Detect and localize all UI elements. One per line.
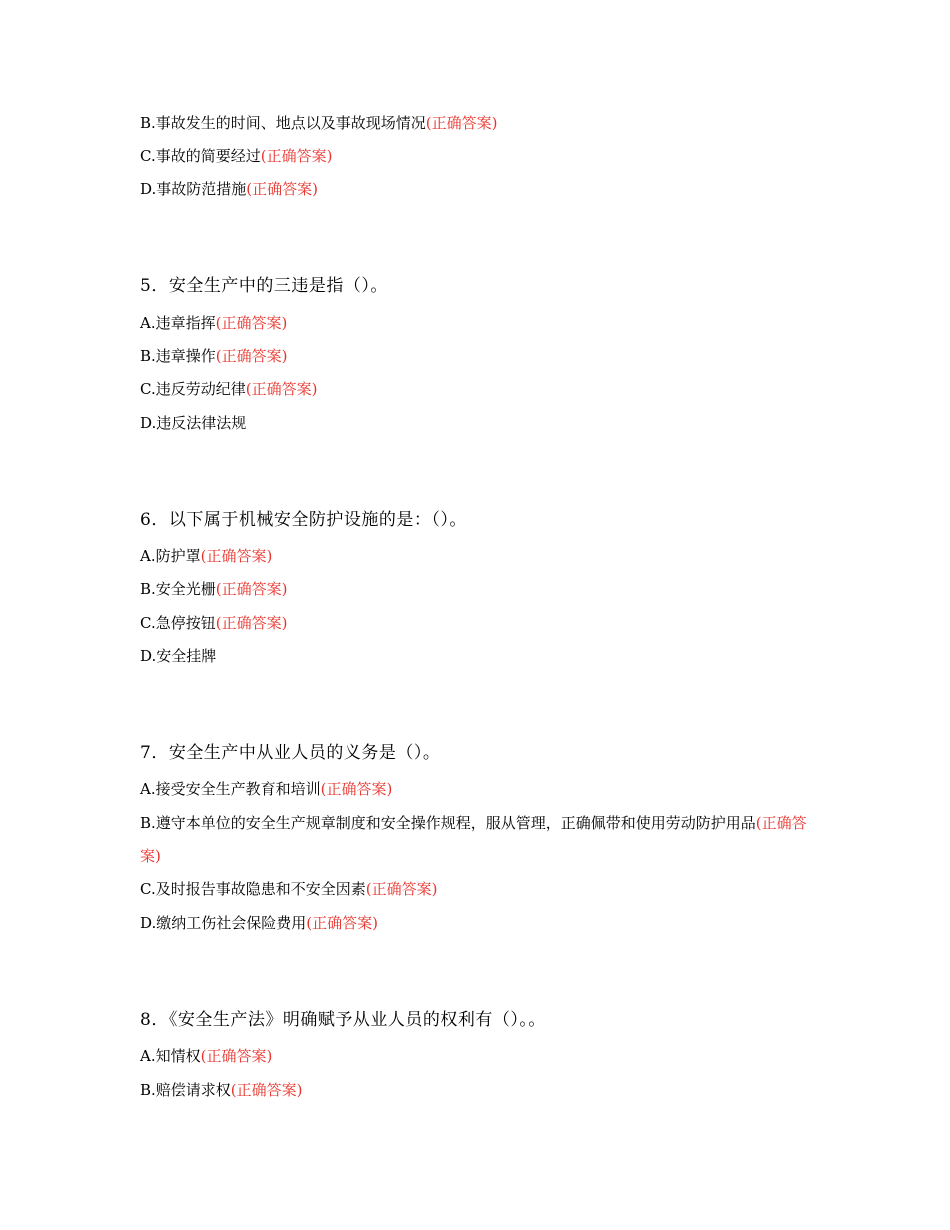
correct-answer-tag: (正确答案): [200, 547, 273, 565]
correct-answer-tag: (正确答案): [260, 147, 333, 165]
option-q6-c: [140, 613, 287, 633]
option-q5-a: [140, 313, 287, 333]
option-q4-c: [140, 146, 332, 166]
option-text: C.违反劳动纪律: [140, 380, 246, 398]
question-6: 6．以下属于机械安全防护设施的是：（）。: [140, 510, 467, 530]
correct-answer-tag: (正确答案): [215, 347, 288, 365]
option-text: A.接受安全生产教育和培训: [140, 780, 321, 798]
option-q4-d: [140, 179, 318, 199]
correct-answer-tag: (正确答案): [365, 880, 438, 898]
option-q5-d: [140, 413, 246, 433]
option-text: A.知情权: [140, 1047, 201, 1065]
option-q6-b: [140, 579, 288, 599]
option-text: B.违章操作: [140, 347, 216, 365]
option-q5-b: [140, 346, 288, 366]
option-text: D.违反法律法规: [140, 414, 247, 432]
option-text: A.违章指挥: [140, 314, 216, 332]
question-5: 5．安全生产中的三违是指（）。: [140, 276, 388, 296]
correct-answer-tag: (正确答案): [306, 914, 378, 932]
option-text: C.急停按钮: [140, 614, 216, 632]
correct-answer-tag: (正确答案): [200, 1047, 273, 1065]
correct-answer-tag: (正确答案): [246, 180, 318, 198]
option-text: D.缴纳工伤社会保险费用: [140, 914, 307, 932]
option-text: B.赔偿请求权: [140, 1081, 231, 1099]
option-q6-a: [140, 546, 272, 566]
correct-answer-tag: (正确答案): [215, 614, 288, 632]
correct-answer-tag: (正确答案): [230, 1081, 303, 1099]
option-text: B.遵守本单位的安全生产规章制度和安全操作规程，服从管理，正确佩带和使用劳动防护用品: [140, 814, 756, 832]
option-q7-d: [140, 913, 378, 933]
option-text: B.安全光栅: [140, 580, 216, 598]
option-q8-b: [140, 1080, 303, 1100]
correct-answer-tag: (正确答案): [425, 114, 498, 132]
option-q6-d: [140, 646, 216, 666]
option-text: A.防护罩: [140, 547, 201, 565]
option-q8-a: [140, 1046, 272, 1066]
option-q5-c: [140, 379, 317, 399]
option-text: C.事故的简要经过: [140, 147, 261, 165]
correct-answer-tag: (正确答案): [245, 380, 318, 398]
option-text: D.安全挂牌: [140, 647, 217, 665]
option-q7-a: [140, 779, 392, 799]
question-8: 8．《安全生产法》明确赋予从业人员的权利有（）。。: [140, 1010, 546, 1030]
option-text: D.事故防范措施: [140, 180, 247, 198]
option-q7-c: [140, 879, 437, 899]
option-text: C.及时报告事故隐患和不安全因素: [140, 880, 366, 898]
option-q4-b: [140, 113, 498, 133]
correct-answer-tag: (正确答案): [215, 314, 288, 332]
correct-answer-tag: (正确答案): [215, 580, 288, 598]
correct-answer-tag: (正确答案): [320, 780, 393, 798]
correct-answer-tag: (正确答案): [140, 814, 807, 865]
option-q7-b: [140, 807, 815, 873]
option-text: B.事故发生的时间、地点以及事故现场情况: [140, 114, 426, 132]
question-7: 7．安全生产中从业人员的义务是（）。: [140, 743, 441, 763]
